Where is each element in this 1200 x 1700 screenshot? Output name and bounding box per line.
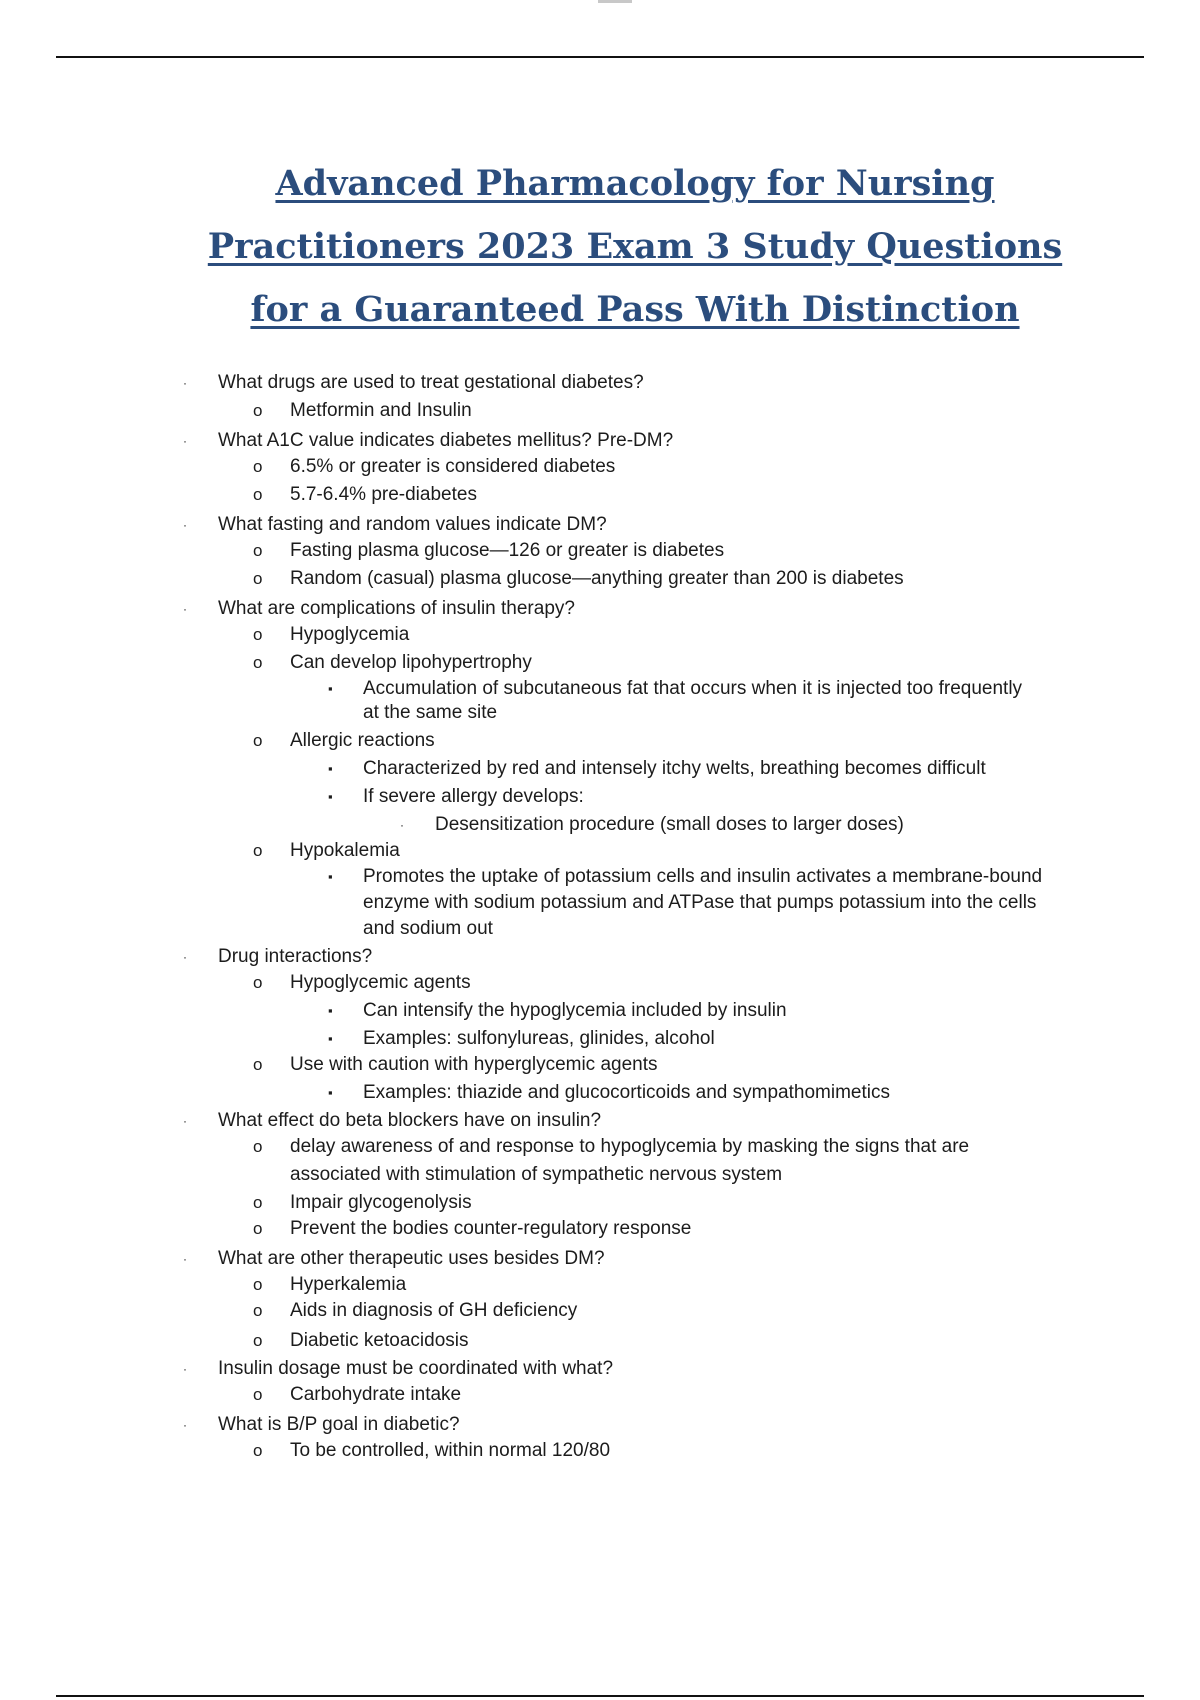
bullet-square-icon: ▪ [328, 761, 333, 776]
outline-item-text: associated with stimulation of sympathetic nervous system [290, 1164, 783, 1185]
bullet-square-icon: ▪ [328, 789, 333, 804]
outline-item-text: Insulin dosage must be coordinated with what? [218, 1358, 614, 1379]
bullet-circle-icon: o [253, 401, 263, 420]
bullet-circle-icon: o [253, 1301, 263, 1320]
outline-item-text: What fasting and random values indicate DM? [218, 514, 607, 535]
top-edge-mark [598, 0, 632, 3]
outline-item-text: What are complications of insulin therapy? [218, 598, 575, 619]
bullet-dot-icon: · [183, 602, 187, 616]
title-line-1: Advanced Pharmacology for Nursing [275, 163, 995, 204]
bullet-circle-icon: o [253, 569, 263, 588]
outline-item-text: What effect do beta blockers have on insulin? [218, 1110, 602, 1131]
title-line-3: for a Guaranteed Pass With Distinction [250, 289, 1020, 330]
bullet-dot-icon: · [183, 1362, 187, 1376]
outline-item-text: Use with caution with hyperglycemic agents [290, 1054, 658, 1075]
outline-item-text: and sodium out [363, 918, 493, 939]
bullet-square-icon: ▪ [328, 681, 333, 696]
outline-item-text: Impair glycogenolysis [290, 1192, 472, 1213]
bullet-square-icon: ▪ [328, 1031, 333, 1046]
bullet-circle-icon: o [253, 731, 263, 750]
outline-item-text: at the same site [363, 702, 498, 723]
bullet-circle-icon: o [253, 1385, 263, 1404]
bullet-circle-icon: o [253, 1137, 263, 1156]
outline-item-text: Promotes the uptake of potassium cells and insulin activates a membrane-bound [363, 866, 1043, 887]
bullet-circle-icon: o [253, 1055, 263, 1074]
bullet-circle-icon: o [253, 1219, 263, 1238]
bullet-square-icon: ▪ [328, 1085, 333, 1100]
outline-item-text: Accumulation of subcutaneous fat that occurs when it is injected too frequently [363, 678, 1023, 699]
bullet-dot-icon: · [400, 818, 404, 832]
outline-item-text: Carbohydrate intake [290, 1384, 462, 1405]
outline-item-text: What are other therapeutic uses besides DM? [218, 1248, 605, 1269]
bullet-circle-icon: o [253, 653, 263, 672]
bullet-circle-icon: o [253, 1331, 263, 1350]
outline-item-text: Examples: thiazide and glucocorticoids and sympathomimetics [363, 1082, 890, 1103]
outline-item-text: Random (casual) plasma glucose—anything greater than 200 is diabetes [290, 568, 904, 589]
outline-item-text: Can develop lipohypertrophy [290, 652, 532, 673]
outline-item-text: Examples: sulfonylureas, glinides, alcohol [363, 1028, 715, 1049]
bullet-dot-icon: · [183, 1114, 187, 1128]
bullet-circle-icon: o [253, 485, 263, 504]
outline-item-text: enzyme with sodium potassium and ATPase that pumps potassium into the cells [363, 892, 1037, 913]
outline-item-text: Desensitization procedure (small doses to larger doses) [435, 814, 904, 835]
bullet-dot-icon: · [183, 950, 187, 964]
outline-item-text: 6.5% or greater is considered diabetes [290, 456, 616, 477]
outline-item-text: To be controlled, within normal 120/80 [290, 1440, 611, 1461]
title-line-2: Practitioners 2023 Exam 3 Study Questions [207, 226, 1063, 267]
bullet-circle-icon: o [253, 625, 263, 644]
bullet-circle-icon: o [253, 1275, 263, 1294]
bullet-circle-icon: o [253, 1441, 263, 1460]
bullet-dot-icon: · [183, 376, 187, 390]
outline-item-text: Drug interactions? [218, 946, 373, 967]
outline-item-text: Diabetic ketoacidosis [290, 1330, 469, 1351]
outline-item-text: delay awareness of and response to hypoglycemia by masking the signs that are [290, 1136, 970, 1157]
outline-item-text: Hypoglycemia [290, 624, 410, 645]
bullet-circle-icon: o [253, 841, 263, 860]
bullet-dot-icon: · [183, 434, 187, 448]
outline-item-text: Fasting plasma glucose—126 or greater is diabetes [290, 540, 725, 561]
outline-item-text: Hypokalemia [290, 840, 400, 861]
bullet-circle-icon: o [253, 1193, 263, 1212]
outline-item-text: If severe allergy develops: [363, 786, 584, 807]
bullet-dot-icon: · [183, 518, 187, 532]
outline-item-text: 5.7-6.4% pre-diabetes [290, 484, 477, 505]
footer-rule [56, 1695, 1144, 1697]
outline-item-text: What A1C value indicates diabetes mellitus? Pre-DM? [218, 430, 674, 451]
bullet-square-icon: ▪ [328, 1003, 333, 1018]
outline-item-text: What drugs are used to treat gestational diabetes? [218, 372, 644, 393]
outline-item-text: Allergic reactions [290, 730, 435, 751]
header-rule [56, 56, 1144, 58]
outline-item-text: Hypoglycemic agents [290, 972, 471, 993]
bullet-circle-icon: o [253, 457, 263, 476]
bullet-square-icon: ▪ [328, 869, 333, 884]
outline-item-text: What is B/P goal in diabetic? [218, 1414, 460, 1435]
document-title [100, 152, 1170, 341]
bullet-circle-icon: o [253, 541, 263, 560]
outline-item-text: Can intensify the hypoglycemia included by insulin [363, 1000, 787, 1021]
outline-item-text: Characterized by red and intensely itchy welts, breathing becomes difficult [363, 758, 986, 779]
outline-item-text: Prevent the bodies counter-regulatory response [290, 1218, 692, 1239]
outline-item-text: Metformin and Insulin [290, 400, 472, 421]
bullet-dot-icon: · [183, 1252, 187, 1266]
bullet-circle-icon: o [253, 973, 263, 992]
bullet-dot-icon: · [183, 1418, 187, 1432]
outline-item-text: Aids in diagnosis of GH deficiency [290, 1300, 578, 1321]
outline-item-text: Hyperkalemia [290, 1274, 407, 1295]
